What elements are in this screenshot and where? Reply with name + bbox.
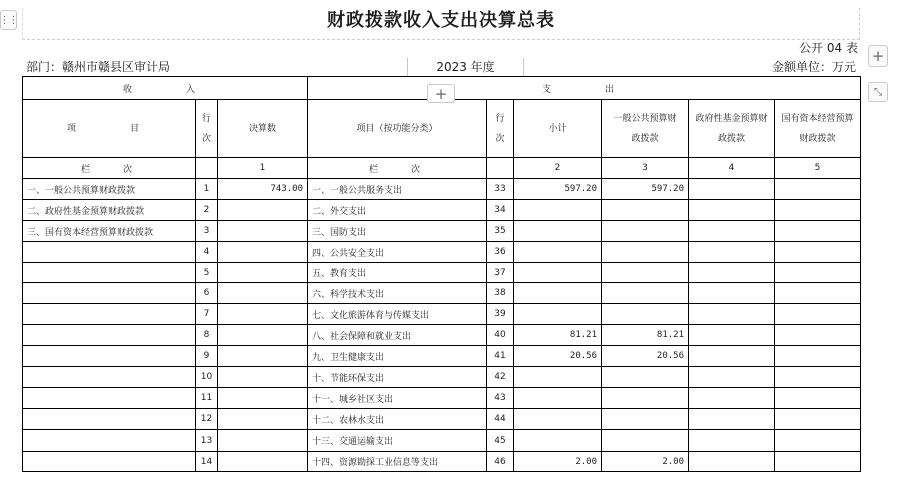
form-number: 公开 04 表 [799,41,858,55]
expense-item-cell[interactable]: 七、文化旅游体育与传媒支出 [308,304,487,325]
state-capital-cell[interactable] [775,242,861,263]
gov-fund-cell[interactable] [689,283,775,304]
expense-item-cell[interactable]: 十四、资源勘探工业信息等支出 [308,452,487,472]
gen-budget-cell[interactable] [602,242,689,263]
table-row [23,409,861,430]
gen-budget-cell[interactable]: 2.00 [602,452,689,472]
income-amount-cell[interactable] [218,283,308,304]
add-row-button[interactable]: + [868,45,888,67]
table-row [23,430,861,452]
income-amount-cell[interactable]: 743.00 [218,179,308,200]
add-column-button[interactable]: + [427,84,455,103]
gen-budget-cell[interactable] [602,304,689,325]
subtotal-cell[interactable] [514,304,602,325]
table-row [23,452,861,472]
state-capital-cell[interactable] [775,346,861,367]
gen-budget-cell[interactable] [602,409,689,430]
income-amount-cell[interactable] [218,452,308,472]
income-item-cell[interactable] [23,452,196,472]
gov-fund-cell[interactable] [689,346,775,367]
income-item-cell[interactable] [23,283,196,304]
expense-row-no-cell[interactable]: 34 [487,200,514,221]
gen-budget-cell[interactable] [602,263,689,283]
column-header-row [23,100,861,158]
income-amount-cell[interactable] [218,367,308,388]
column-number-row [23,158,861,179]
income-item-cell[interactable]: 一、一般公共预算财政拨款 [23,179,196,200]
state-capital-cell[interactable] [775,263,861,283]
table-row [23,263,861,283]
subtotal-cell[interactable] [514,388,602,409]
income-item-cell[interactable] [23,388,196,409]
state-capital-cell[interactable] [775,221,861,242]
income-item-cell[interactable]: 三、国有资本经营预算财政拨款 [23,221,196,242]
shrink-icon[interactable]: ⤡ [868,82,888,102]
gov-fund-cell[interactable] [689,388,775,409]
gen-budget-cell[interactable] [602,200,689,221]
table-row [23,367,861,388]
column-num-4: 4 [689,158,775,179]
income-amount-cell[interactable] [218,200,308,221]
state-capital-cell[interactable] [775,388,861,409]
income-row-no-cell[interactable]: 6 [196,283,218,304]
gen-budget-cell[interactable]: 597.20 [602,179,689,200]
column-label-income: 栏 次 [23,158,196,179]
state-capital-cell[interactable] [775,200,861,221]
gov-fund-cell[interactable] [689,200,775,221]
income-item-cell[interactable] [23,325,196,346]
expense-row-no-cell[interactable]: 42 [487,367,514,388]
income-item-cell[interactable] [23,430,196,452]
gov-fund-cell[interactable] [689,452,775,472]
expense-item-cell[interactable]: 十三、交通运输支出 [308,430,487,452]
income-amount-cell[interactable] [218,409,308,430]
subtotal-cell[interactable]: 2.00 [514,452,602,472]
table-row [23,221,861,242]
state-capital-cell[interactable] [775,452,861,472]
drag-handle-icon[interactable]: ⋮⋮ [0,10,17,30]
table-row [23,200,861,221]
expense-item-cell[interactable]: 一、一般公共服务支出 [308,179,487,200]
column-label-expense: 栏 次 [308,158,487,179]
expense-item-cell[interactable]: 九、卫生健康支出 [308,346,487,367]
subtotal-cell[interactable]: 597.20 [514,179,602,200]
subtotal-cell[interactable]: 20.56 [514,346,602,367]
subtotal-cell[interactable] [514,367,602,388]
gov-fund-cell[interactable] [689,367,775,388]
income-row-no-cell[interactable]: 12 [196,409,218,430]
gov-fund-cell[interactable] [689,221,775,242]
department-label: 部门：赣州市赣县区审计局 [26,60,171,74]
expense-item-cell[interactable]: 八、社会保障和就业支出 [308,325,487,346]
income-section-header: 收 入 [23,77,308,100]
gen-budget-cell[interactable]: 20.56 [602,346,689,367]
state-capital-cell[interactable] [775,179,861,200]
income-item-cell[interactable] [23,242,196,263]
subtotal-cell[interactable] [514,263,602,283]
income-amount-cell[interactable] [218,346,308,367]
header-income-row-no: 行次 [196,100,218,158]
income-item-cell[interactable] [23,263,196,283]
gov-fund-cell[interactable] [689,242,775,263]
state-capital-cell[interactable] [775,430,861,452]
table-row [23,346,861,367]
income-row-no-cell[interactable]: 3 [196,221,218,242]
header-gen-budget: 一般公共预算财政拨款 [602,100,689,158]
subtotal-cell[interactable] [514,200,602,221]
table-row [23,179,861,200]
column-num-2: 2 [514,158,602,179]
column-num-3: 3 [602,158,689,179]
column-num-5: 5 [775,158,861,179]
state-capital-cell[interactable] [775,409,861,430]
column-num-blank [196,158,218,179]
gov-fund-cell[interactable] [689,325,775,346]
column-num-blank [487,158,514,179]
income-item-cell[interactable] [23,367,196,388]
gen-budget-cell[interactable] [602,367,689,388]
state-capital-cell[interactable] [775,283,861,304]
expense-row-no-cell[interactable]: 38 [487,283,514,304]
expense-row-no-cell[interactable]: 46 [487,452,514,472]
gen-budget-cell[interactable] [602,221,689,242]
income-row-no-cell[interactable]: 5 [196,263,218,283]
subtotal-cell[interactable] [514,221,602,242]
income-row-no-cell[interactable]: 11 [196,388,218,409]
subtotal-cell[interactable] [514,283,602,304]
header-income-item: 项 目 [23,100,196,158]
income-row-no-cell[interactable]: 4 [196,242,218,263]
income-item-cell[interactable] [23,304,196,325]
income-row-no-cell[interactable]: 13 [196,430,218,452]
expense-row-no-cell[interactable]: 39 [487,304,514,325]
unit-label: 金额单位：万元 [771,60,856,74]
income-item-cell[interactable]: 二、政府性基金预算财政拨款 [23,200,196,221]
expense-item-cell[interactable]: 五、教育支出 [308,263,487,283]
income-amount-cell[interactable] [218,263,308,283]
expense-item-cell[interactable]: 四、公共安全支出 [308,242,487,263]
column-num-1: 1 [218,158,308,179]
expense-row-no-cell[interactable]: 41 [487,346,514,367]
income-row-no-cell[interactable]: 2 [196,200,218,221]
income-row-no-cell[interactable]: 1 [196,179,218,200]
income-row-no-cell[interactable]: 7 [196,304,218,325]
expense-item-cell[interactable]: 十一、城乡社区支出 [308,388,487,409]
income-amount-cell[interactable] [218,304,308,325]
expense-item-cell[interactable]: 十、节能环保支出 [308,367,487,388]
income-item-cell[interactable] [23,409,196,430]
page-title: 财政拨款收入支出决算总表 [327,10,555,31]
gen-budget-cell[interactable] [602,283,689,304]
table-row [23,325,861,346]
gen-budget-cell[interactable] [602,430,689,452]
expense-section-header: 支 出 [308,77,861,100]
expense-item-cell[interactable]: 二、外交支出 [308,200,487,221]
header-amount: 决算数 [218,100,308,158]
income-amount-cell[interactable] [218,242,308,263]
expense-row-no-cell[interactable]: 35 [487,221,514,242]
gen-budget-cell[interactable]: 81.21 [602,325,689,346]
subtotal-cell[interactable]: 81.21 [514,325,602,346]
income-amount-cell[interactable] [218,221,308,242]
expense-row-no-cell[interactable]: 37 [487,263,514,283]
income-row-no-cell[interactable]: 9 [196,346,218,367]
expense-item-cell[interactable]: 十二、农林水支出 [308,409,487,430]
gov-fund-cell[interactable] [689,179,775,200]
gov-fund-cell[interactable] [689,409,775,430]
expense-row-no-cell[interactable]: 36 [487,242,514,263]
income-row-no-cell[interactable]: 10 [196,367,218,388]
subtotal-cell[interactable] [514,242,602,263]
expense-row-no-cell[interactable]: 33 [487,179,514,200]
state-capital-cell[interactable] [775,325,861,346]
table-row [23,283,861,304]
table-row [23,388,861,409]
expense-row-no-cell[interactable]: 40 [487,325,514,346]
gov-fund-cell[interactable] [689,430,775,452]
header-exp-item: 项目（按功能分类） [308,100,487,158]
income-row-no-cell[interactable]: 14 [196,452,218,472]
income-row-no-cell[interactable]: 8 [196,325,218,346]
expense-row-no-cell[interactable]: 43 [487,388,514,409]
table-row [23,242,861,263]
budget-table [22,76,861,472]
expense-row-no-cell[interactable]: 45 [487,430,514,452]
gen-budget-cell[interactable] [602,388,689,409]
expense-item-cell[interactable]: 三、国防支出 [308,221,487,242]
income-amount-cell[interactable] [218,430,308,452]
subtotal-cell[interactable] [514,409,602,430]
income-amount-cell[interactable] [218,325,308,346]
gov-fund-cell[interactable] [689,263,775,283]
income-amount-cell[interactable] [218,388,308,409]
expense-row-no-cell[interactable]: 44 [487,409,514,430]
gov-fund-cell[interactable] [689,304,775,325]
meta-row [22,58,860,77]
header-state-capital: 国有资本经营预算财政拨款 [775,100,861,158]
year-label: 2023 年度 [407,58,524,76]
state-capital-cell[interactable] [775,304,861,325]
income-item-cell[interactable] [23,346,196,367]
header-exp-row-no: 行次 [487,100,514,158]
expense-item-cell[interactable]: 六、科学技术支出 [308,283,487,304]
header-subtotal: 小计 [514,100,602,158]
table-row [23,304,861,325]
page-guide-top [22,39,860,40]
state-capital-cell[interactable] [775,367,861,388]
header-gov-fund: 政府性基金预算财政拨款 [689,100,775,158]
subtotal-cell[interactable] [514,430,602,452]
